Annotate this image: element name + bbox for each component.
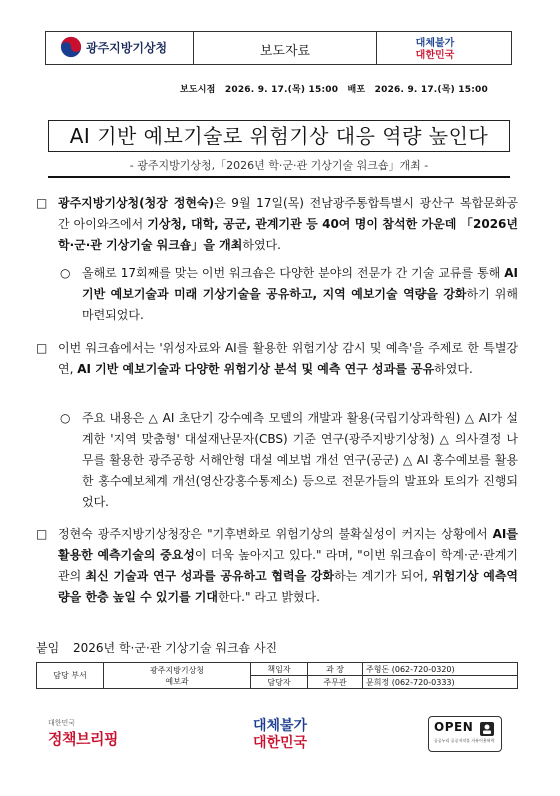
- r2-name: 문희정 (062-720-0333): [363, 676, 518, 689]
- release-dates: [180, 82, 494, 95]
- brand-line2: 대한민국: [415, 50, 455, 61]
- p1-a: 광주지방기상청(청장 정현숙): [58, 196, 215, 210]
- p2s-a: 주요 내용은 △ AI 초단기 강수예측 모델의 개발과 활용(국립기상과학원) △ AI가 설계한 '지역 맞춤형' 대설재난문자(CBS) 기준 연구(광주지방기상청) △ 의사결정 나무를 활용한 광주공항 서해안형 대설 예보법 개선 연구(공군) △ AI 홍수예보를 활용한 홍수예보체계 개선(영산강홍수통제소) 등으로 전문가들의 발표와 토의가 진행되었다.: [82, 411, 518, 509]
- r1-role: 책임자: [251, 663, 308, 676]
- page-subtitle: - 광주지방기상청,「2026년 학·군·관 기상기술 워크숍」개최 -: [129, 159, 429, 172]
- footer-brand-line1: 대체불가: [252, 718, 308, 734]
- open-license-badge: [428, 716, 502, 752]
- p1-b: 은 9월 17일(목) 전남광주통합특별시 광산구 복합문화공간 아이와즈에서: [58, 196, 518, 231]
- open-label: OPEN: [434, 720, 474, 734]
- policy-big: 정책브리핑: [48, 730, 118, 748]
- page-title: AI 기반 예보기술로 위험기상 대응 역량 높인다: [48, 120, 510, 152]
- p2-a: 이번 워크숍에서는 '위성자료와 AI를 활용한 위험기상 감시 및 예측'을 주제로 한 특별강연,: [58, 341, 518, 376]
- dist-label: 배포: [347, 85, 366, 95]
- r1-name: 주형돈 (062-720-0320): [363, 663, 518, 676]
- dept-label-cell: 담당 부서: [37, 663, 104, 689]
- p3-a: 정현숙 광주지방기상청장은 "기후변화로 위험기상의 불확실성이 커지는 상황에서: [58, 527, 493, 541]
- header-divider: [376, 31, 377, 65]
- p3-f: 위험기상 예측역량을 한층 높일 수 있기를 기대: [58, 569, 519, 604]
- p2-b: AI 기반 예보기술과 다양한 위험기상 분석 및 예측 연구 성과를 공유: [77, 362, 435, 376]
- brand-logo-icon: [400, 34, 470, 62]
- brand-logo-icon: [245, 713, 315, 753]
- brand-line1: 대체불가: [415, 38, 455, 49]
- paragraph-3: [36, 524, 518, 608]
- p1s-a: 올해로 17회째를 맞는 이번 워크숍은 다양한 분야의 전문가 간 기술 교류를 통해: [82, 266, 505, 280]
- p3-g: 한다." 라고 밝혔다.: [218, 590, 320, 604]
- open-license-icon: [479, 721, 495, 737]
- dept-line2: 예보과: [165, 676, 189, 686]
- org-logo: [60, 36, 167, 58]
- title-rule: [48, 176, 510, 178]
- p3-e: 하는 계기가 되어,: [334, 569, 433, 583]
- org-name: 광주지방기상청: [86, 40, 168, 55]
- open-sub: 공공누리 공공저작물 자유이용허락: [434, 738, 495, 743]
- dept-cell: [104, 663, 251, 689]
- contact-table: [36, 662, 518, 689]
- checkbox-icon: □: [36, 527, 48, 541]
- checkbox-icon: □: [36, 341, 48, 355]
- attachment-text: 2026년 학·군·관 기상기술 워크숍 사진: [73, 641, 278, 655]
- attachment-line: [36, 639, 287, 656]
- dept-line1: 광주지방기상청: [149, 665, 205, 675]
- report-label: 보도시점: [180, 85, 216, 95]
- paragraph-2-sub: [60, 408, 518, 513]
- circle-bullet-icon: ○: [60, 266, 71, 280]
- report-date: 2026. 9. 17.(목) 15:00: [224, 85, 339, 95]
- dist-date: 2026. 9. 17.(목) 15:00: [374, 85, 488, 95]
- press-label: 보도자료: [259, 44, 311, 59]
- paragraph-1: [36, 193, 518, 256]
- r1-title: 과 장: [308, 663, 363, 676]
- r2-title: 주무관: [308, 676, 363, 689]
- p3-d: 최신 기술과 연구 성과를 공유하고 협력을 강화: [85, 569, 335, 583]
- p3-b: AI를 활용한 예측기술의 중요성: [58, 527, 518, 562]
- checkbox-icon: □: [36, 196, 48, 210]
- policy-briefing-logo: [48, 718, 118, 749]
- footer-brand-line2: 대한민국: [252, 735, 308, 751]
- policy-small: 대한민국: [48, 719, 76, 727]
- p1s-b: AI 기반 예보기술과 미래 기상기술을 공유하고, 지역 예보기술 역량을 강화: [82, 266, 518, 301]
- p2-c: 하였다.: [434, 362, 473, 376]
- attachment-label: 붙임: [36, 641, 60, 655]
- r2-role: 담당자: [251, 676, 308, 689]
- p1-c: 기상청, 대학, 공군, 관계기관 등 40여 명이 참석한 가운데 「2026년 학·군·관 기상기술 워크숍」을 개최: [58, 217, 518, 252]
- p1-d: 하였다.: [242, 238, 281, 252]
- p1s-c: 하기 위해 마련되었다.: [82, 287, 518, 322]
- paragraph-2: [36, 338, 518, 380]
- p3-c: 이 더욱 높아지고 있다." 라며, "이번 워크숍이 학계·군·관계기관의: [58, 548, 518, 583]
- circle-bullet-icon: ○: [60, 411, 71, 425]
- taeguk-logo-icon: [60, 36, 82, 58]
- paragraph-1-sub: [60, 263, 518, 326]
